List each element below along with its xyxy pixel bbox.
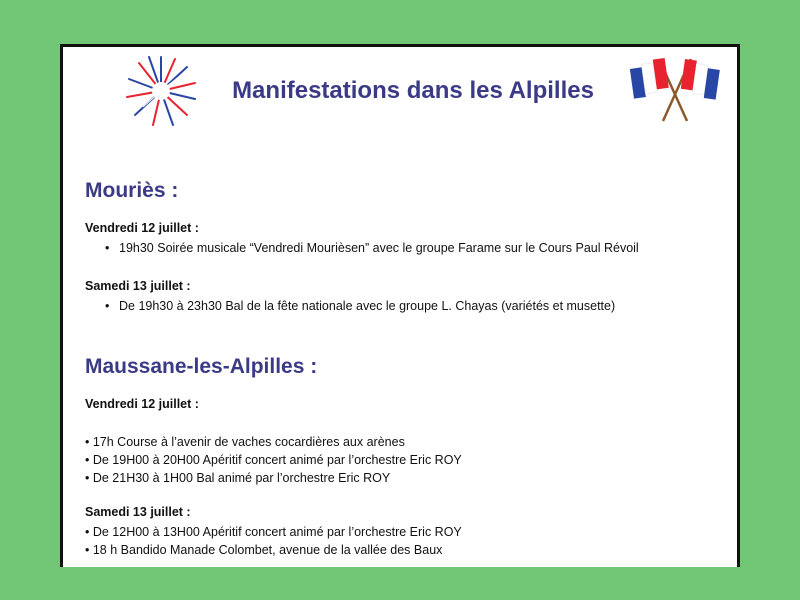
section-mouries	[85, 179, 715, 315]
list-item: • 17h Course à l’avenir de vaches cocardières aux arènes	[85, 435, 405, 449]
event-list	[85, 433, 715, 487]
event-list	[85, 523, 715, 559]
fireworks-icon	[123, 53, 199, 129]
event-list	[85, 239, 715, 257]
list-item: • De 19H00 à 20H00 Apéritif concert animé par l’orchestre Eric ROY	[85, 453, 462, 467]
header	[63, 47, 737, 137]
page-title: Manifestations dans les Alpilles	[232, 77, 594, 104]
list-item: • De 21H30 à 1H00 Bal animé par l’orchestre Eric ROY	[85, 471, 391, 485]
section-maussane	[85, 355, 715, 559]
date-heading: Samedi 13 juillet :	[85, 505, 191, 519]
list-item: • De 12H00 à 13H00 Apéritif concert animé par l’orchestre Eric ROY	[85, 525, 462, 539]
article-card	[60, 44, 740, 567]
event-list	[85, 297, 715, 315]
town-heading: Mouriès :	[85, 179, 179, 202]
town-heading: Maussane-les-Alpilles :	[85, 355, 318, 378]
list-item: • 19h30 Soirée musicale “Vendredi Mourièsen” avec le groupe Farame sur le Cours Paul Révoil	[105, 239, 715, 257]
crossed-french-flags-icon	[627, 53, 723, 123]
date-heading: Samedi 13 juillet :	[85, 279, 191, 293]
list-item: • 18 h Bandido Manade Colombet, avenue de la vallée des Baux	[85, 543, 443, 557]
events-content	[85, 179, 715, 559]
list-item: • De 19h30 à 23h30 Bal de la fête nationale avec le groupe L. Chayas (variétés et musette)	[105, 297, 715, 315]
date-heading: Vendredi 12 juillet :	[85, 221, 199, 235]
date-heading: Vendredi 12 juillet :	[85, 397, 199, 411]
